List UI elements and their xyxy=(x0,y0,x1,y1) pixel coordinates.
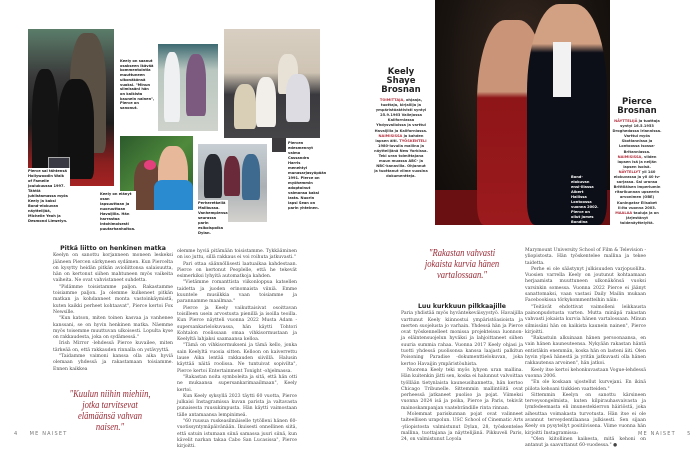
paragraph: Kun Keely syksyllä 2023 täytti 60 vuotta, Pierce julkaisi Instagramissa kuvan parista ja valtavasta punaisesta ruusukimpusta. Hän käytti vaimostaan tälle antamaansa lempinimeä. xyxy=(177,393,297,418)
profile-keyword: TOIMITTAJA, xyxy=(379,98,405,102)
article-column-2 xyxy=(177,249,297,451)
paragraph: Pierce ja Keely vaikuttaisivat osoittavan toisilleen usein arvostusta pienillä ja isoilla teoilla. Kun Pierce näytteli vuonna 2022 Musta Adam -supersankarielokuvassa, hän käytti Tohtori Kohtalon roolissaan omaa vihkisormustaan ja Keelyltä lahjaksi saamaansa kelloa. xyxy=(177,305,297,343)
photo-couple-walking xyxy=(158,44,218,131)
profile-pierce xyxy=(612,98,662,226)
subheading-long-marriage: Pitkä liitto on henkinen matka xyxy=(60,245,166,252)
paragraph: Perhe ei ole säästynyt julkisuuden varjopuolilta. Vuosien varrella Keely on joutunut kohtaamaan herjaamista muuttuneen ulkonäkönsä vuoksi varsinkin somessa. Vuonna 2022 Pierce ei jäänyt sanattomaksi, vaan vastasi Daily Mailin mukaan Facebookissa törkykommentteihin näin: xyxy=(525,266,646,304)
profile-text: 1980-luvulla mallina ja näyttelijänä New Yorkissa. Teki uran toimittajana muun muassa ABC- ja NBC-kanavilla. Ohjannut ja tuottanut viime vuosina dokumentteja. xyxy=(374,143,428,179)
paragraph: Sittemmin Keelyn on sanottu kärsineen terveysongelmista, kuten kilpirauhasvaivasta ja lymfedeemasta eli imunestekierron häiriöstä, joka aiheuttaa voimakasta turvotusta. Hän itse ei ole avannut terveydentilaansa julkisesti. Sen sijaan Keely on pysytellyt positiivisena. Viime vuonna hän kirjoitti Instagramissa: xyxy=(525,392,646,436)
profile-text: yli 140 elokuvassa ja yli 40 tv-sarjassa. Sai uransa Brittiläisen imperiumin ritarikunnan upseerin arvonimen (OBE) Kuningatar Elisabet II:lta vuonna 2003. xyxy=(613,169,661,210)
caption-family: Piercen edesmennyt vaimo Cassandra Harris menehtyi munasarjasyöpään 1991. Pierce on myöhemmin adoptoinut vaimonsa kaksi lasta. Nuorin lapsi Sean on parin yhteinen. xyxy=(288,141,327,210)
paragraph: "Rakastan noita symboleita ja sitä, että hän otti ne mukaansa supersankarimaailmaan", Keely kertoi. xyxy=(177,374,297,393)
paragraph: "Taidamme vaimoni kanssa olla aika hyviä olemaan yhdessä ja rakastamaan toisiamme. Ennen kaikkea xyxy=(53,354,173,372)
caption-hawaii: Keely on elänyt osan lapsuuttaan ja nuoruuttaan Havaijilla. Hän harrastaa intohimoisesti puutarhanhoitoa. xyxy=(100,192,136,231)
footer-left xyxy=(14,431,67,437)
paragraph: "Tämä on vihkisormukseni ja tämä kello, jonka sain Keelyltä vuosia sitten. Kelloon on kaiverrettu lause Aika lentää rakkauden siivillä. Halusin käyttää näitä roolissa. Ne tuntuivat sopivilta", Pierce kertoi Entertainment Tonight -ohjelmassa. xyxy=(177,343,297,374)
paragraph: "Olen kiitollinen kaikesta, mitä kehoni on antanut ja saavuttanut 60-vuodessa." ● xyxy=(525,436,646,449)
profile-text: viiden lapsen isä ja neljän lapsen isoisä. xyxy=(617,154,657,169)
pull-quote-right: "Rakastan vahvasti jokaista kurvia hänen vartalossaan." xyxy=(424,247,500,281)
profile-keyword: NAIMISISSA, xyxy=(617,154,643,159)
photo-walk-of-fame xyxy=(28,29,114,186)
paragraph: "En ole koskaan ujostellut kurvejani. En ikinä piilota kehoani tiukkien vaatteiden." xyxy=(525,380,646,392)
profile-text: tauluja ja on järjestänyt taidenäyttelyitä. xyxy=(620,210,659,225)
profile-text: ja kahden lapsen äiti. xyxy=(375,133,424,143)
paragraph: "Kun katson, miten toinen kasvaa ja vanhenee kanssani, se on hyvin henkinen matka. Näemme myös toisemme muuttuvan ulkoisesti. Lopulta kyse on rakkaudesta, joka on sydämessä." xyxy=(53,316,173,341)
subheading-mockers: Luu kurkkuun pilkkaajille xyxy=(417,303,506,310)
magazine-name-left: ME NAISET xyxy=(29,431,68,437)
profile-keyword: MAALAA xyxy=(615,210,633,215)
article-column-1 xyxy=(53,246,173,373)
profile-name-keely: Keely Shaye Brosnan xyxy=(381,67,421,95)
paragraph: Irish Mirror -lehdessä Pierce kuvailee, miten tärkeää on, että rakkauden rinnalla on ystävyyttä. xyxy=(53,341,173,353)
photo-family xyxy=(224,29,320,138)
pull-quote-left: "Kuulun niihin miehiin, jotka tarvitsevat elämäänsä vahvan naisen." xyxy=(69,388,151,433)
profile-text: ja tuottaja syntyi 16.5.1953 Droghedassa Irlannissa. Varttui myös Skotlannissa ja Lontoossa Isossa-Britanniassa. xyxy=(612,119,662,154)
page-number-left: 4 xyxy=(14,431,19,437)
paragraph: Nuorena Keely teki myös lyhyen uran mallina. Hän kuitenkin jätti sen, koska ei halunnut valvoittaa työllään tietynlaista kauneusihannetta, hän kertoo Chicago Tribunelle. Sittemmin mallintöitä ovat perheessä jatkaneet puoliso ja pojat. Viimeksi vuonna 2024 isä ja poika, Pierce ja Paris, tekivät mainoskampanjan vaatebrändille rinta rinnan. xyxy=(401,367,523,411)
profile-name-pierce: Pierce Brosnan xyxy=(617,97,657,116)
paragraph: Keelyn on sanottu korjanneen moneen leskeksi jääneen Piercen särkyneen sydämen. Kun Piercelta on kysytty heidän pitkän avioliittonsa salaisuutta, hän on kertonut siihen mahtuneen myös vaikeita vaiheita. Ne ovat vahvistaneet suhdetta. xyxy=(53,253,173,284)
paragraph: "60 ruusua ruskeasilmäiselle tytölleni hänen 60-vuotissyntymäpäivänään. Ikuisesti onnellinen siitä, että satuin istumaan siinä samassa juuri siinä, kun kävelit narkan takaa Cabo San Lucasissa", Pierce kirjoitti. xyxy=(177,419,297,450)
paragraph: "Rakastuin alkuinaan hänen persoonaansa, en vain hänen kauneuteensa. Nykyään rakastan häntä entistäkin enemmän, koska hän on lasteni äiti. Olen hyvin ylpeä hänestä ja yritän jatkuvasti olla hänen rakkautensa arvoinen", hän jatkoi. xyxy=(525,336,646,367)
profile-keyword: TYÖSKENTELI xyxy=(399,138,427,143)
profile-keyword: NÄYTELLYT xyxy=(618,169,641,174)
page-number-right: 5 xyxy=(687,431,692,437)
magazine-name-right: ME NAISET xyxy=(638,431,676,437)
caption-couple-walking: Keely on saanut osakseen ikävää kommentointia muuttuneen ulkonäkönsä vuoksi. "Minun silmissäni hän on kaikista kaunein nainen", Pierce on sanonut. xyxy=(118,58,157,112)
paragraph: Keely itse kertoi kehonkuvastaan Vogue-lehdessä vuonna 2006. xyxy=(525,367,646,379)
profile-text: ohjaaja, tuottaja, kirjailija ja ympäristöaktivisti syntyi 25.9.1963 Vallejossa Kaliforniassa Yhdysvalloissa ja varttui Havaijilla ja Kaliforniassa. xyxy=(374,98,428,133)
profile-keyword: NAIMISISSA xyxy=(378,133,403,138)
article-column-3 xyxy=(401,304,523,444)
paragraph: Paria yhdistää myös hyväntekeväisyystyö. Havaijilla varttunut Keely kiinnostui ympäristöasioista ja merten suojelusta jo varhain. Yhdessä hän ja Pierce ovat työskennelleet monissa projekteissa luonnon- ja eläintensuojelun hyväksi ja lahjoittaneet siihen suuria summia rahaa. Vuonna 2017 Keely ohjasi ja tuotti yhdessä puolisonsa kanssa laajasti palkitun Poisoning Paradise -dokumenttielokuvan, joka kertoo Havaijin ympäristöuhista. xyxy=(401,311,523,367)
profile-keely xyxy=(374,68,428,180)
footer-right xyxy=(638,431,691,437)
caption-red-carpet: Bond-elokuvan ensi-illassa Albert Hallissa Lontoossa vuonna 2002. Pierce on ollut James Bondina neljässä elokuvassa. xyxy=(571,175,599,234)
paragraph: Pari ottaa säännöllisesti laatuaikaa kahdestaan. Pierce on kertonut Peoplelle, että he tekevät esimerkiksi lyhyitä automatkoja kahden. xyxy=(177,261,297,280)
family-photo-shadow xyxy=(272,138,286,152)
paragraph: "Teitävät ehdottivat vaimolleni leikkausta painonpudotusta varten. Mutta minäpä rakastan vahvasti jokaista kurvia hänen vartalossaan. Minun silmissäni hän on kaikista kaunein nainen", Pierce kirjoitti. xyxy=(525,304,646,335)
paragraph: olemme hyviä pitämään toisistamme. Tykkääminen on iso juttu, sillä rakkaus ei voi roihuta jatkuvasti." xyxy=(177,249,297,261)
caption-bikes: Perheretkellä Malibussa. Vanhempiensa seurassa parin esikoispoika Dylan. xyxy=(198,201,228,235)
paragraph: "Pidämme toisistamme paljon. Rakastamme toisiamme paljon. Ja olemme kulkeneet pitkän matkan ja kohdanneet monta vastoinkäymistä, kuten kaikki perheet kohtaavat", Pierce kertoi Fox Newsille. xyxy=(53,284,173,315)
paragraph: "Vietämme romanttista viikonloppua katsellen taidetta ja juoden erinomaista viiniä. Emme kuuntele musiikkia vaan toisiamme ja parannamme maailmaa." xyxy=(177,280,297,305)
profile-keyword: NÄYTTELIJÄ xyxy=(614,119,638,123)
paragraph: Marymount University School of Film & Television -yliopistosta. Hän työskentelee mallina ja tekee taidetta. xyxy=(525,248,646,266)
paragraph: Molemmat pariskunnan pojat ovat valinneet taiteellisen urapolun. USC School of Cinematic Arts -yliopistosta valmistunut Dylan, 28, työskentelee mallina, tuottajana ja näyttelijänä. Pikkuveli Paris, 24, on valmistunut Loyola xyxy=(401,412,523,443)
caption-walk-of-fame: Pierce sai tähtensä Hollywoodin Walk of Fameile joulukuussa 1997. Tähtiä juhlistamassa myös Keely ja kaksi Bond-elokuvan näyttelijää, Michelle Yeoh ja Desmond Llewelyn. xyxy=(26,168,70,225)
article-column-4 xyxy=(525,248,646,450)
